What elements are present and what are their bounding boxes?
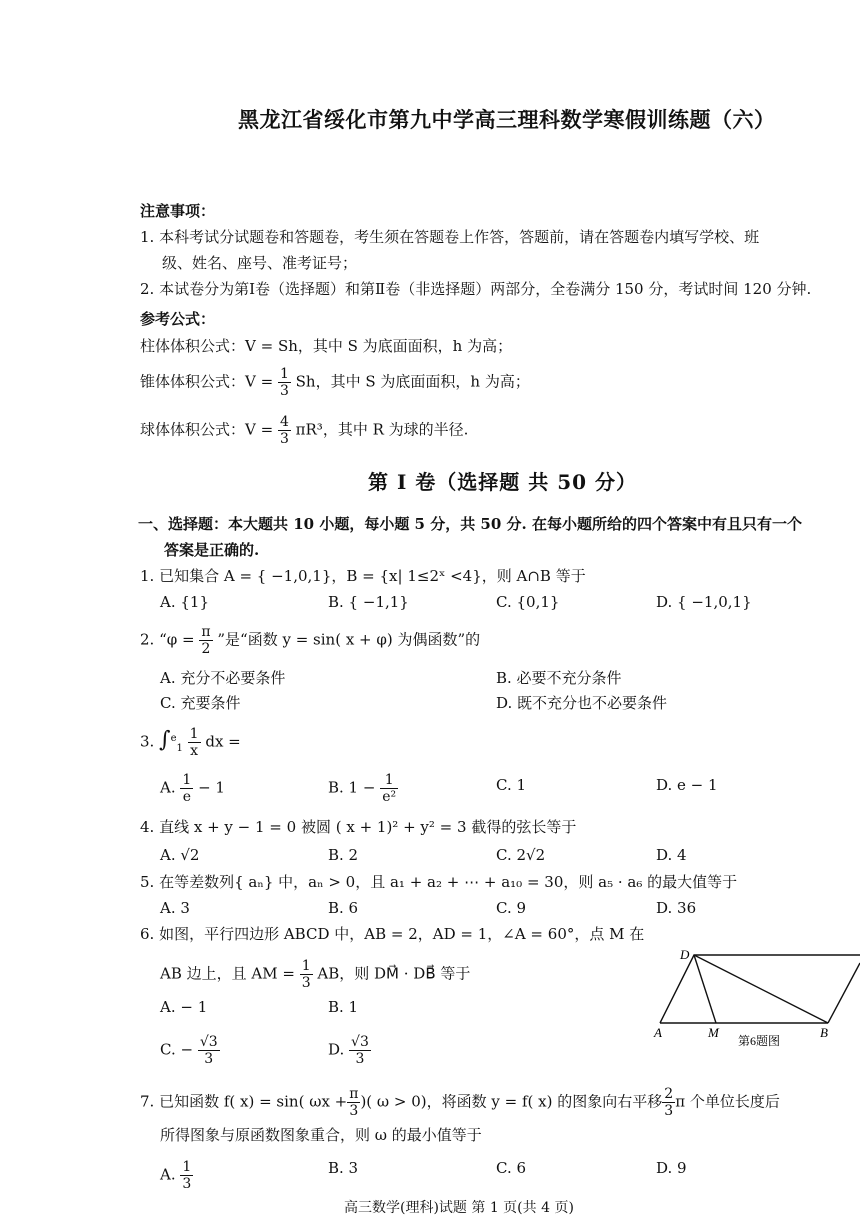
q5-stem: 5. 在等差数列{ aₙ} 中，aₙ > 0，且 a₁ + a₂ + ⋯ + a₁₀ = 30，则 a₅ · a₆ 的最大值等于 xyxy=(140,873,738,891)
option-label: A. xyxy=(160,1165,176,1184)
fraction: $\frac{1}{x}$ xyxy=(189,726,199,759)
q6-figure xyxy=(650,945,860,1055)
vertex-label-m: M xyxy=(708,1025,719,1040)
part-intro-2: 答案是正确的. xyxy=(164,541,260,559)
formula-sphere xyxy=(140,414,468,447)
q2-option-a: A. 充分不必要条件 xyxy=(160,669,286,687)
option-label: D. xyxy=(328,1040,345,1059)
q4-option-c: C. 2√2 xyxy=(496,846,546,864)
q3-stem xyxy=(140,726,241,759)
q7-option-a xyxy=(160,1159,193,1192)
q1-option-c: C. {0,1} xyxy=(496,593,560,611)
fraction: $\frac{2}{3}$ xyxy=(664,1086,674,1119)
fraction: $\frac{1}{3}$ xyxy=(182,1159,192,1192)
section-title: 第 I 卷（选择题 共 50 分） xyxy=(368,470,638,494)
q7-post: π 个单位长度后 xyxy=(675,1092,780,1111)
formulas-heading: 参考公式： xyxy=(140,310,216,328)
option-label: C. − xyxy=(160,1040,194,1059)
q4-option-d: D. 4 xyxy=(656,846,687,864)
q4-option-a: A. √2 xyxy=(160,846,200,864)
q2-post: ”是“函数 y = sin( x + φ) 为偶函数”的 xyxy=(217,630,481,649)
q6-option-c xyxy=(160,1034,220,1067)
q5-option-c: C. 9 xyxy=(496,899,527,917)
q3-number: 3. xyxy=(140,732,155,751)
vertex-label-d: D xyxy=(680,947,690,962)
q4-option-b: B. 2 xyxy=(328,846,359,864)
q5-option-a: A. 3 xyxy=(160,899,190,917)
note-line-2: 级、姓名、座号、准考证号； xyxy=(162,254,358,272)
q2-option-c: C. 充要条件 xyxy=(160,694,241,712)
formula-sphere-pre: 球体体积公式：V = xyxy=(140,420,274,439)
q6-option-b: B. 1 xyxy=(328,998,359,1016)
q3-option-b xyxy=(328,772,398,805)
part-intro-1: 一、选择题：本大题共 10 小题，每小题 5 分，共 50 分. 在每小题所给的四个答案中有且只有一个 xyxy=(138,515,802,533)
fraction: $\frac{\pi}{3}$ xyxy=(349,1086,359,1119)
option-label: B. 1 − xyxy=(328,778,376,797)
formula-cone-pre: 锥体体积公式：V = xyxy=(140,372,274,391)
q7-stem xyxy=(140,1086,780,1119)
fraction: $\frac{\pi}{2}$ xyxy=(201,624,211,657)
q3-option-a xyxy=(160,772,225,805)
fraction: $\frac{1}{3}$ xyxy=(279,366,289,399)
vertex-label-b: B xyxy=(820,1025,828,1040)
page-title: 黑龙江省绥化市第九中学高三理科数学寒假训练题（六） xyxy=(238,107,776,132)
page-footer: 高三数学(理科)试题 第 1 页(共 4 页) xyxy=(344,1200,574,1216)
fraction: $\frac{1}{\text{e²}}$ xyxy=(382,772,397,805)
note-line-3: 2. 本试卷分为第Ⅰ卷（选择题）和第Ⅱ卷（非选择题）两部分，全卷满分 150 分，考试时间 120 分钟. xyxy=(140,280,812,298)
fraction: $\frac{√3}{3}$ xyxy=(199,1034,218,1067)
q6-line2-post: AB，则 DM⃗ · DB⃗ 等于 xyxy=(317,964,471,983)
formula-cone xyxy=(140,366,530,399)
option-tail: − 1 xyxy=(198,778,225,797)
q1-option-d: D. { −1,0,1} xyxy=(656,593,752,611)
note-line-1: 1. 本科考试分试题卷和答题卷，考生须在答题卷上作答，答题前，请在答题卷内填写学校、班 xyxy=(140,228,760,246)
figure-caption: 第6题图 xyxy=(738,1034,781,1048)
vertex-label-a: A xyxy=(654,1025,662,1040)
q2-stem xyxy=(140,624,480,657)
fraction: $\frac{√3}{3}$ xyxy=(351,1034,369,1067)
side-bc xyxy=(828,963,860,1023)
q7-option-d: D. 9 xyxy=(656,1159,687,1177)
q7-mid: )( ω > 0)，将函数 y = f( x) 的图象向右平移 xyxy=(360,1092,663,1111)
option-label: A. xyxy=(160,778,176,797)
integral-upper: e xyxy=(170,732,177,744)
q3-post: dx = xyxy=(205,732,241,751)
q6-option-a: A. − 1 xyxy=(160,998,208,1016)
integral-lower: 1 xyxy=(176,742,183,754)
q1-option-b: B. { −1,1} xyxy=(328,593,409,611)
q1-option-a: A. {1} xyxy=(160,593,209,611)
fraction: $\frac{4}{3}$ xyxy=(279,414,289,447)
q6-option-d xyxy=(328,1034,371,1067)
q2-option-d: D. 既不充分也不必要条件 xyxy=(496,694,668,712)
q4-stem: 4. 直线 x + y − 1 = 0 被圆 ( x + 1)² + y² = 3 截得的弦长等于 xyxy=(140,818,577,836)
q5-option-d: D. 36 xyxy=(656,899,697,917)
q2-pre: 2. “φ = xyxy=(140,630,195,649)
q1-stem: 1. 已知集合 A = { −1,0,1}，B = {x| 1≤2ˣ <4}，则 A∩B 等于 xyxy=(140,567,586,585)
q6-line-2 xyxy=(160,958,470,991)
formula-sphere-post: πR³，其中 R 为球的半径. xyxy=(295,420,469,439)
q3-option-d: D. e − 1 xyxy=(656,776,718,794)
q7-line-2: 所得图象与原函数图象重合，则 ω 的最小值等于 xyxy=(160,1126,482,1144)
q5-option-b: B. 6 xyxy=(328,899,359,917)
q7-pre: 7. 已知函数 f( x) = sin( ωx + xyxy=(140,1092,348,1111)
q3-option-c: C. 1 xyxy=(496,776,527,794)
q7-option-b: B. 3 xyxy=(328,1159,359,1177)
fraction: $\frac{1}{e}$ xyxy=(182,772,192,805)
formula-cone-post: Sh，其中 S 为底面面积，h 为高； xyxy=(295,372,530,391)
q7-option-c: C. 6 xyxy=(496,1159,527,1177)
notes-heading: 注意事项： xyxy=(140,202,216,220)
q6-line2-pre: AB 边上，且 AM = xyxy=(160,964,295,983)
formula-prism: 柱体体积公式：V = Sh，其中 S 为底面面积，h 为高； xyxy=(140,337,513,355)
q6-stem: 6. 如图，平行四边形 ABCD 中，AB = 2，AD = 1，∠A = 60°，点 M 在 xyxy=(140,925,645,943)
segment-db xyxy=(694,955,828,1023)
q2-option-b: B. 必要不充分条件 xyxy=(496,669,622,687)
fraction: $\frac{1}{3}$ xyxy=(301,958,311,991)
integral-sign: ∫ xyxy=(159,727,171,753)
